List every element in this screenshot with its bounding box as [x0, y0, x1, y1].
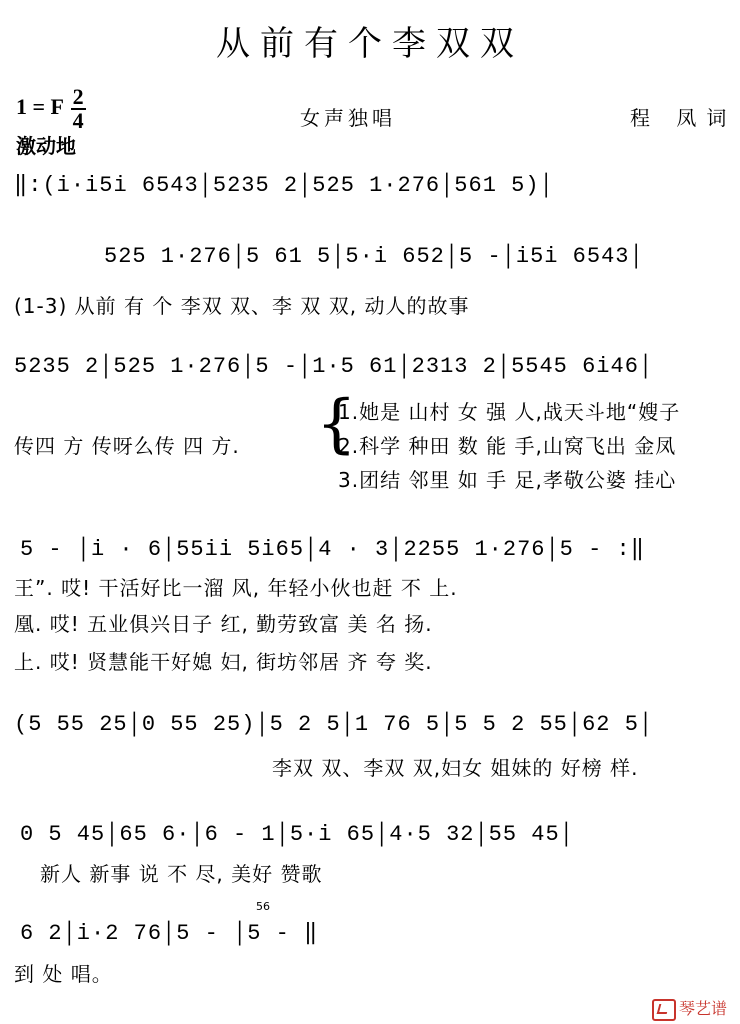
- lyricist-credit: 程 凤词: [630, 106, 737, 130]
- time-signature-bottom: 4: [72, 108, 84, 133]
- score-row-3-notes: 5235 2│525 1·276│5 -│1·5 61│2313 2│5545 6i46│: [14, 354, 654, 379]
- score-row-4-notes: 5 - │i · 6│55ii 5i65│4 · 3│2255 1·276│5 - :‖: [20, 537, 645, 562]
- score-row-2-notes: 525 1·276│5 61 5│5·i 652│5 -│i5i 6543│: [104, 244, 644, 269]
- time-signature: [71, 86, 86, 132]
- score-row-4-lyrics-v1: 王”. 哎! 干活好比一溜 风, 年轻小伙也赶 不 上.: [14, 576, 458, 600]
- key-signature: [16, 86, 86, 132]
- song-title: 从前有个李双双: [216, 24, 524, 64]
- verse-3-line: 3.团结 邻里 如 手 足,孝敬公婆 挂心: [338, 468, 677, 492]
- score-row-4-lyrics-v2: 凰. 哎! 五业俱兴日子 红, 勤劳致富 美 名 扬.: [14, 612, 433, 636]
- score-row-7-lyrics: 到 处 唱。: [14, 962, 113, 986]
- time-signature-top: 2: [72, 84, 84, 109]
- logo-icon: [652, 999, 676, 1021]
- score-row-2-lyrics: (1-3) 从前 有 个 李双 双、李 双 双, 动人的故事: [14, 294, 470, 318]
- score-row-6-lyrics: 新人 新事 说 不 尽, 美好 赞歌: [40, 862, 323, 886]
- score-row-3-lyric-left: 传四 方 传呀么传 四 方.: [14, 434, 240, 458]
- performance-note: 女声独唱: [300, 106, 396, 130]
- score-row-5-notes: (5 55 25│0 55 25)│5 2 5│1 76 5│5 5 2 55│62 5│: [14, 712, 654, 737]
- score-row-1: ‖:(i·i5i 6543│5235 2│525 1·276│561 5)│: [14, 173, 554, 198]
- site-logo: [652, 996, 727, 1021]
- verse-1-line: 1.她是 山村 女 强 人,战天斗地“嫂子: [338, 400, 681, 424]
- score-row-7-notes: 6 2│i·2 76│5 - │5 - ‖: [20, 921, 319, 946]
- verse-2-line: 2.科学 种田 数 能 手,山窝飞出 金凤: [338, 434, 677, 458]
- tempo-marking: 激动地: [16, 134, 76, 158]
- score-row-5-lyrics: 李双 双、李双 双,妇女 姐妹的 好榜 样.: [272, 756, 639, 780]
- key-prefix: 1 = F: [16, 94, 64, 120]
- score-row-6-notes: 0 5 45│65 6·│6 - 1│5·i 65│4·5 32│55 45│: [20, 822, 574, 847]
- verse-brace: {: [316, 387, 357, 461]
- logo-text: 琴艺谱: [679, 999, 728, 1018]
- grace-note: 56: [256, 900, 270, 913]
- score-row-4-lyrics-v3: 上. 哎! 贤慧能干好媳 妇, 街坊邻居 齐 夸 奖.: [14, 650, 433, 674]
